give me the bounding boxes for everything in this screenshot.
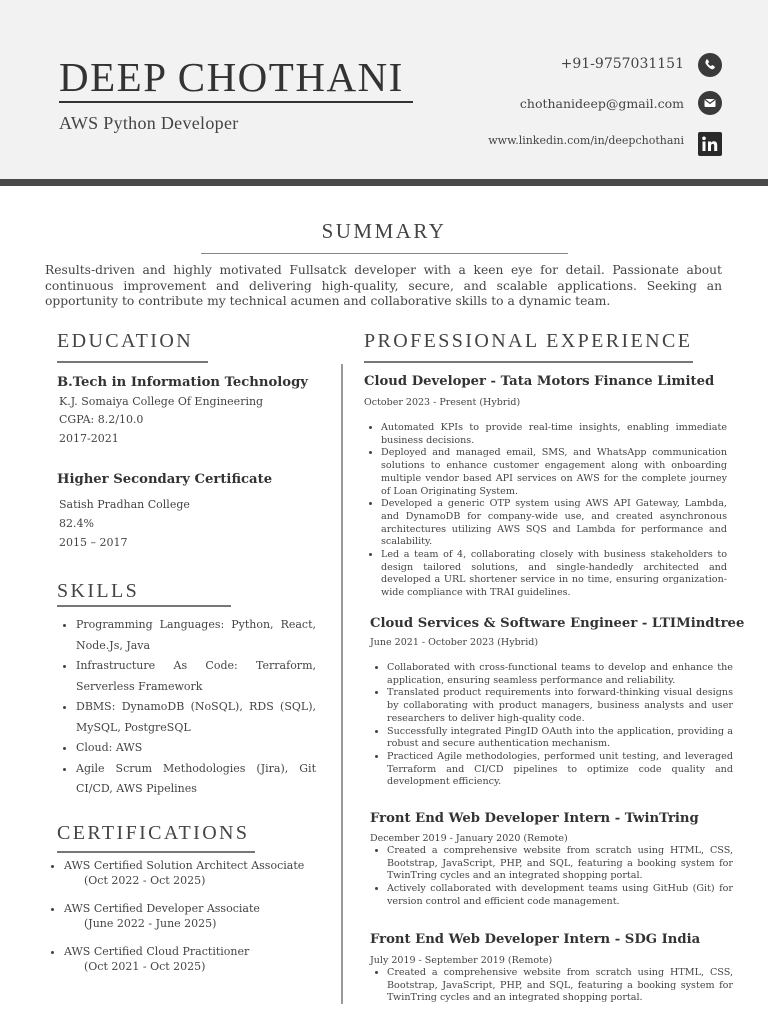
job-bullets	[370, 967, 733, 1005]
job-dates: December 2019 - January 2020 (Remote)	[370, 833, 568, 844]
education-school: K.J. Somaiya College Of Engineering	[59, 395, 264, 408]
phone-icon	[698, 53, 722, 77]
skill-item: • Agile Scrum Methodologies (Jira), Git CI/CD, AWS Pipelines	[76, 759, 316, 800]
skills-underline	[57, 605, 231, 607]
education-score: CGPA: 8.2/10.0	[59, 413, 144, 426]
job-bullet: • Created a comprehensive website from scratch using HTML, CSS, Bootstrap, JavaScript, PHP, and SQL, featuring a booking system for TwinTring cycles and an integrated shopping portal.	[387, 845, 733, 883]
education-degree: B.Tech in Information Technology	[57, 375, 308, 390]
linkedin-url[interactable]: www.linkedin.com/in/deepchothani	[488, 134, 684, 147]
skills-list	[58, 615, 316, 800]
summary-underline	[201, 253, 568, 254]
job-title: Cloud Developer - Tata Motors Finance Limited	[364, 374, 715, 389]
certification-name: AWS Certified Cloud Practitioner	[64, 945, 250, 958]
job-bullet: • Translated product requirements into forward-thinking visual designs by collaborating with product managers, business analysts and user researchers to deliver high-quality code.	[387, 687, 733, 725]
job-title: Front End Web Developer Intern - TwinTring	[370, 811, 699, 826]
job-bullet: • Practiced Agile methodologies, performed unit testing, and leveraged Terraform and CI/CD pipelines to optimize code quality and development efficiency.	[387, 751, 733, 789]
job-bullet: • Successfully integrated PingID OAuth into the application, providing a robust and secure authentication mechanism.	[387, 726, 733, 751]
candidate-role: AWS Python Developer	[59, 113, 239, 133]
header-divider-bar	[0, 179, 768, 186]
summary-text: Results-driven and highly motivated Fullsatck developer with a keen eye for detail. Passionate about continuous improvement and delivering high-quality, secure, and scalable applications. Seeking an opportunity to contribute my technical acumen and collaborative skills to a dynamic team.	[45, 263, 722, 309]
job-bullet: • Deployed and managed email, SMS, and WhatsApp communication solutions to enhance customer engagement along with onboarding multiple vendor based API services on AWS for the complete journey of Loan Originating System.	[381, 447, 727, 498]
job-bullet: • Actively collaborated with development teams using GitHub (Git) for version control and efficient code management.	[387, 883, 733, 908]
education-years: 2015 – 2017	[59, 536, 128, 549]
job-bullets	[370, 662, 733, 789]
job-dates: July 2019 - September 2019 (Remote)	[370, 955, 553, 966]
job-bullet: • Developed a generic OTP system using AWS API Gateway, Lambda, and DynamoDB for company-wide use, and created asynchronous architectures utilizing AWS SQS and Lambda for performance and scalability.	[381, 498, 727, 549]
summary-heading: SUMMARY	[321, 219, 447, 243]
experience-underline	[364, 361, 693, 363]
job-dates: October 2023 - Present (Hybrid)	[364, 397, 521, 408]
skill-item: • Programming Languages: Python, React, Node.Js, Java	[76, 615, 316, 656]
name-underline	[59, 101, 413, 103]
phone-number: +91-9757031151	[560, 56, 684, 72]
certification-item	[46, 859, 344, 888]
education-years: 2017-2021	[59, 432, 119, 445]
certification-name: AWS Certified Developer Associate	[64, 902, 260, 915]
education-school: Satish Pradhan College	[59, 498, 190, 511]
certifications-heading: CERTIFICATIONS	[57, 822, 250, 844]
certification-item	[46, 945, 344, 974]
job-bullet: • Created a comprehensive website from scratch using HTML, CSS, Bootstrap, JavaScript, PHP, and SQL, featuring a booking system for TwinTring cycles and an integrated shopping portal.	[387, 967, 733, 1005]
email-address[interactable]: chothanideep@gmail.com	[519, 96, 684, 111]
job-bullet: • Collaborated with cross-functional teams to develop and enhance the application, ensuring seamless performance and reliability.	[387, 662, 733, 687]
certification-dates: (Oct 2021 - Oct 2025)	[84, 959, 206, 973]
certification-dates: (June 2022 - June 2025)	[84, 916, 217, 930]
experience-heading: PROFESSIONAL EXPERIENCE	[364, 330, 693, 352]
education-underline	[57, 361, 208, 363]
job-bullet: • Led a team of 4, collaborating closely with business stakeholders to design tailored solutions, and single-handedly architected and developed a URL shortener service in no time, ensuring organization-wide compliance with TRAI guidelines.	[381, 549, 727, 600]
candidate-name: DEEP CHOTHANI	[59, 54, 404, 100]
column-divider	[341, 364, 343, 1004]
linkedin-icon[interactable]	[698, 132, 722, 156]
skill-item: • DBMS: DynamoDB (NoSQL), RDS (SQL), MySQL, PostgreSQL	[76, 697, 316, 738]
certification-dates: (Oct 2022 - Oct 2025)	[84, 873, 206, 887]
certification-name: AWS Certified Solution Architect Associate	[64, 859, 305, 872]
skill-item: • Infrastructure As Code: Terraform, Serverless Framework	[76, 656, 316, 697]
job-bullet: • Automated KPIs to provide real-time insights, enabling immediate business decisions.	[381, 422, 727, 447]
education-score: 82.4%	[59, 517, 94, 530]
job-bullets	[364, 422, 727, 600]
certifications-underline	[57, 851, 255, 853]
education-heading: EDUCATION	[57, 330, 194, 352]
job-title: Front End Web Developer Intern - SDG India	[370, 932, 701, 947]
skills-heading: SKILLS	[57, 580, 140, 602]
job-title: Cloud Services & Software Engineer - LTIMindtree	[370, 616, 745, 631]
job-dates: June 2021 - October 2023 (Hybrid)	[370, 637, 539, 648]
skill-item: • Cloud: AWS	[76, 738, 316, 759]
job-bullets	[370, 845, 733, 909]
education-degree: Higher Secondary Certificate	[57, 472, 273, 487]
certification-item	[46, 902, 344, 931]
mail-icon	[698, 91, 722, 115]
